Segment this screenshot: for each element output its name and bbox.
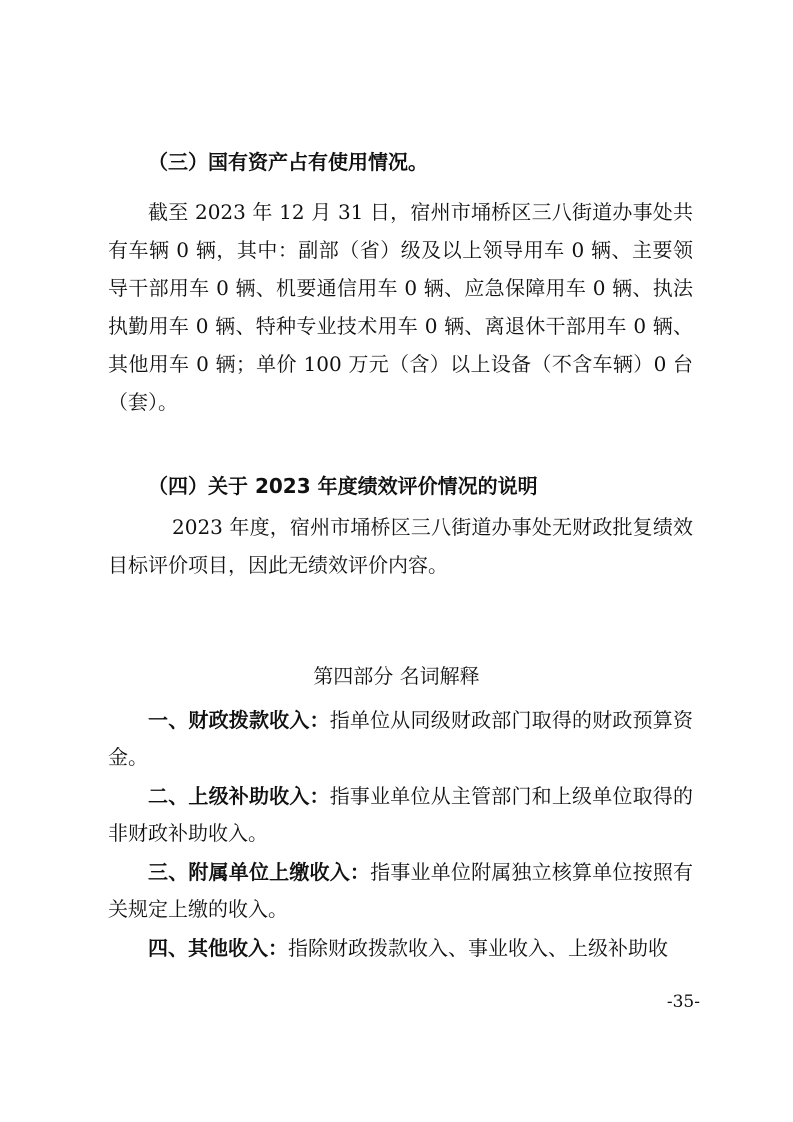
section-4-paragraph: 2023 年度，宿州市埇桥区三八街道办事处无财政批复绩效目标评价项目，因此无绩效评价内容。	[108, 515, 693, 577]
section-3-heading: （三）国有资产占有使用情况。	[148, 150, 428, 174]
glossary-term: 四、其他收入：	[148, 936, 288, 960]
glossary-definition: 指除财政拨款收入、事业收入、上级补助收	[288, 936, 668, 960]
section-4-body	[108, 508, 693, 584]
glossary-list	[108, 702, 693, 967]
glossary-term: 一、财政拨款收入：	[148, 708, 330, 732]
part-4-title: 第四部分 名词解释	[313, 664, 480, 688]
page-number: -35-	[666, 992, 700, 1012]
glossary-definition: 指事业单位附属独立核算单位按照有关规定上缴的收入。	[108, 860, 694, 921]
glossary-term: 二、上级补助收入：	[148, 784, 330, 808]
glossary-item-2	[108, 778, 693, 852]
section-3-body	[108, 193, 693, 421]
glossary-term: 三、附属单位上缴收入：	[148, 860, 371, 884]
glossary-definition: 指事业单位从主管部门和上级单位取得的非财政补助收入。	[108, 784, 694, 845]
glossary-item-3	[108, 854, 693, 928]
section-3-paragraph: 截至 2023 年 12 月 31 日，宿州市埇桥区三八街道办事处共有车辆 0 辆，其中：副部（省）级及以上领导用车 0 辆、主要领导干部用车 0 辆、机要通信用车 0 辆、应急保障用车 0 辆、执法执勤用车 0 辆、特种专业技术用车 0 辆、离退休干部用车 0 辆、其他用车 0 辆；单价 100 万元（含）以上设备（不含车辆）0 台（套）。	[108, 200, 693, 414]
section-4-heading: （四）关于 2023 年度绩效评价情况的说明	[148, 474, 538, 498]
glossary-item-4	[108, 930, 693, 967]
glossary-item-1	[108, 702, 693, 776]
glossary-definition: 指单位从同级财政部门取得的财政预算资金。	[108, 708, 694, 769]
